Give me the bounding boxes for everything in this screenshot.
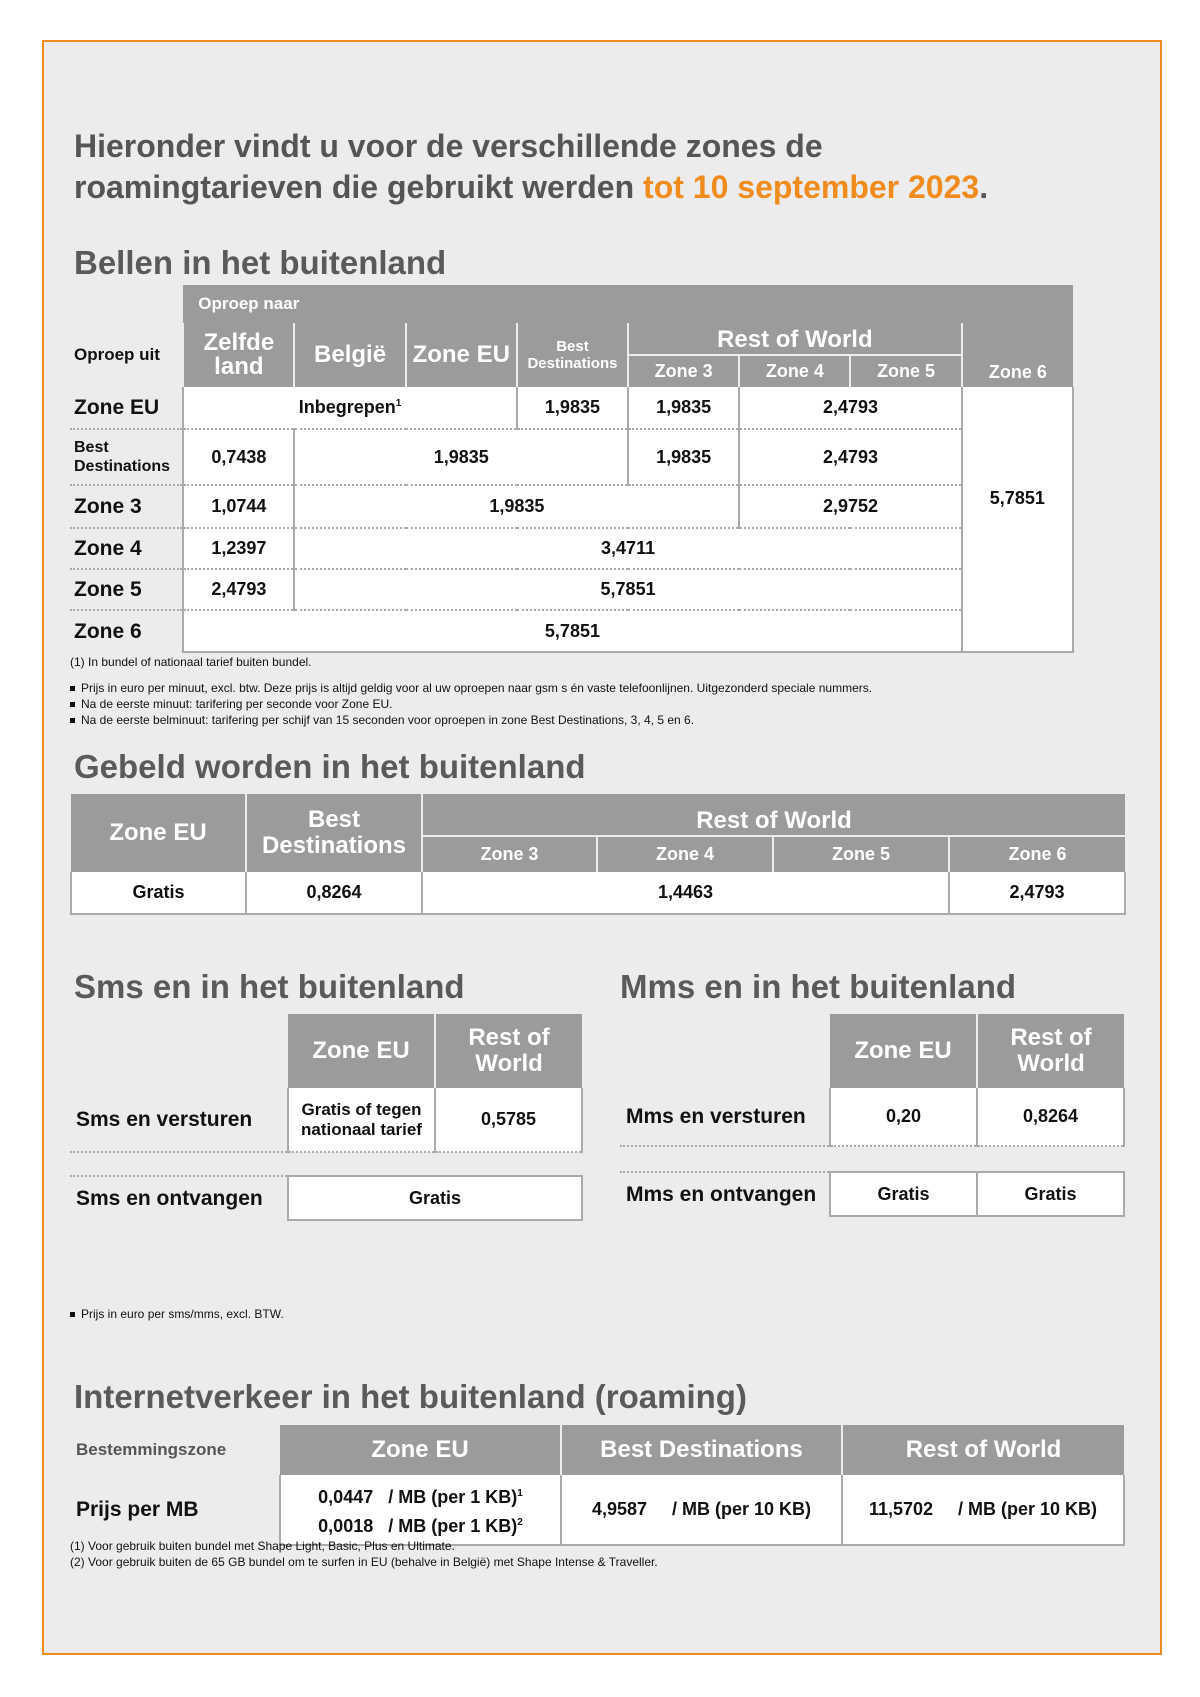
sms-row2-val: Gratis — [288, 1176, 582, 1220]
cell-zone5-zelfde: 2,4793 — [183, 569, 294, 610]
row-label-zone5: Zone 5 — [70, 569, 183, 610]
calls-footnote: (1) In bundel of nationaal tarief buiten bundel. — [70, 655, 312, 669]
mms-row2-eu: Gratis — [830, 1172, 977, 1216]
internet-table — [70, 1425, 1125, 1546]
recv-val-zone345: 1,4463 — [422, 872, 949, 914]
cell-zone4-rest: 3,4711 — [294, 528, 961, 569]
sms-title: Sms en in het buitenland — [74, 968, 465, 1005]
page-headline — [74, 126, 1074, 208]
mms-table — [620, 1014, 1125, 1217]
mms-row1-rest: 0,8264 — [977, 1088, 1124, 1146]
calls-bullet-1 — [70, 680, 1130, 696]
mms-row1-eu: 0,20 — [830, 1088, 977, 1146]
table-row — [70, 485, 1073, 528]
sms-col-zone-eu: Zone EU — [288, 1014, 435, 1088]
recv-col-zone6: Zone 6 — [949, 836, 1125, 872]
row-label-zone3: Zone 3 — [70, 485, 183, 528]
table-row — [70, 387, 1073, 429]
internet-title: Internetverkeer in het buitenland (roaming) — [74, 1378, 747, 1415]
sms-row1-label: Sms en versturen — [70, 1088, 288, 1152]
col-zone3: Zone 3 — [628, 355, 739, 387]
rest-of-world-header: Rest of World — [628, 323, 962, 355]
internet-footnotes — [70, 1538, 1130, 1570]
cell-zone3-zelfde: 1,0744 — [183, 485, 294, 528]
col-zelfde-land: Zelfde land — [183, 323, 294, 387]
prijs-per-mb-label: Prijs per MB — [76, 1498, 199, 1521]
inet-eu-line1-unit: / MB (per 1 KB) — [388, 1486, 518, 1507]
col-zone6: Zone 6 — [962, 323, 1073, 387]
row-label-zone6: Zone 6 — [74, 619, 142, 643]
cell-best-mid: 1,9835 — [294, 429, 628, 485]
inet-eu-line1-sup: 1 — [517, 1487, 523, 1499]
sms-col-rest: Rest of World — [435, 1014, 582, 1088]
sms-row1-rest: 0,5785 — [435, 1088, 582, 1152]
recv-col-zone4: Zone 4 — [597, 836, 773, 872]
internet-footnote-1: (1) Voor gebruik buiten bundel met Shape Light, Basic, Plus en Ultimate. — [70, 1539, 455, 1553]
row-label-best: Best Destinations — [70, 429, 183, 485]
calls-bullet-3 — [70, 712, 1130, 728]
sms-note — [70, 1306, 284, 1322]
table-row — [70, 1088, 582, 1152]
inet-val-rest — [842, 1475, 1124, 1545]
cell-zone6-rest: 5,7851 — [183, 610, 961, 652]
table-row — [620, 1088, 1124, 1146]
cell-zone-eu-zone45: 2,4793 — [739, 387, 961, 429]
mms-title: Mms en in het buitenland — [620, 968, 1017, 1005]
recv-val-best: 0,8264 — [246, 872, 422, 914]
row-label-zone4: Zone 4 — [70, 528, 183, 569]
oproep-naar-header: Oproep naar — [183, 285, 1073, 323]
inet-eu-line2-unit: / MB (per 1 KB) — [388, 1515, 518, 1536]
inet-rest-value: 11,5702 — [868, 1499, 934, 1519]
inet-eu-line2-sup: 2 — [517, 1516, 523, 1528]
inbegrepen-text: Inbegrepen — [298, 397, 396, 417]
calls-table — [70, 285, 1074, 653]
bullet-text: Na de eerste minuut: tarifering per seconde voor Zone EU. — [81, 697, 393, 711]
page-frame — [42, 40, 1162, 1655]
cell-best-zelfde: 0,7438 — [183, 429, 294, 485]
recv-col-zone-eu: Zone EU — [71, 794, 246, 872]
sms-note-text: Prijs in euro per sms/mms, excl. BTW. — [81, 1307, 284, 1321]
oproep-uit-label: Oproep uit — [74, 345, 160, 364]
recv-val-zone6: 2,4793 — [949, 872, 1125, 914]
received-title: Gebeld worden in het buitenland — [74, 748, 586, 785]
table-row — [70, 610, 1073, 652]
sms-row2-label: Sms en ontvangen — [76, 1186, 263, 1210]
table-row — [70, 429, 1073, 485]
inet-val-zone-eu — [280, 1475, 561, 1545]
table-row — [70, 528, 1073, 569]
cell-zone6-column: 5,7851 — [962, 387, 1073, 610]
cell-zone4-zelfde: 1,2397 — [183, 528, 294, 569]
cell-best-zone3: 1,9835 — [628, 429, 739, 485]
inet-eu-line1-value: 0,0447 — [318, 1486, 374, 1507]
inet-col-zone-eu: Zone EU — [280, 1425, 561, 1475]
inbegrepen-sup: 1 — [395, 398, 402, 409]
inet-eu-line2-value: 0,0018 — [318, 1515, 374, 1536]
cell-zone-eu-zone3: 1,9835 — [628, 387, 739, 429]
cell-zone3-mid: 1,9835 — [294, 485, 739, 528]
received-table — [70, 794, 1126, 915]
table-row — [71, 872, 1125, 914]
table-row — [620, 1172, 1124, 1216]
mms-row1-label: Mms en versturen — [620, 1088, 830, 1146]
mms-col-rest: Rest of World — [977, 1014, 1124, 1088]
sms-row1-eu: Gratis of tegen nationaal tarief — [288, 1088, 435, 1152]
inet-eu-line1 — [281, 1481, 560, 1510]
table-row — [70, 569, 1073, 610]
col-best-destinations: Best Destinations — [517, 323, 628, 387]
cell-zone5-rest: 5,7851 — [294, 569, 961, 610]
bullet-text: Prijs in euro per minuut, excl. btw. Deze prijs is altijd geldig voor al uw oproepen naar gsm s én vaste telefoonlijnen. Uitgezonderd speciale nummers. — [81, 681, 873, 695]
recv-col-best: Best Destinations — [246, 794, 422, 872]
col-belgie: België — [294, 323, 405, 387]
table-row — [70, 1475, 1124, 1545]
table-row — [70, 1176, 582, 1220]
col-zone4: Zone 4 — [739, 355, 850, 387]
cell-zone3-zone45: 2,9752 — [739, 485, 961, 528]
cell-inbegrepen — [183, 387, 517, 429]
row-label-zone-eu: Zone EU — [70, 387, 183, 429]
cell-best-zone45: 2,4793 — [739, 429, 961, 485]
inet-col-rest: Rest of World — [842, 1425, 1124, 1475]
recv-val-zone-eu: Gratis — [71, 872, 246, 914]
headline-end: . — [979, 169, 989, 205]
cell-zone6-empty — [962, 610, 1073, 652]
col-zone-eu: Zone EU — [406, 323, 517, 387]
inet-col-best: Best Destinations — [561, 1425, 842, 1475]
headline-text: Hieronder vindt u voor de verschillende zones de roamingtarieven die gebruikt werden — [74, 128, 823, 205]
inet-best-value: 4,9587 — [591, 1499, 647, 1519]
col-zone5: Zone 5 — [850, 355, 961, 387]
recv-col-zone3: Zone 3 — [422, 836, 597, 872]
inet-best-unit: / MB (per 10 KB) — [672, 1499, 812, 1519]
sms-table — [70, 1014, 583, 1221]
inet-rest-unit: / MB (per 10 KB) — [958, 1499, 1098, 1519]
mms-row2-rest: Gratis — [977, 1172, 1124, 1216]
calls-notes — [70, 654, 1130, 728]
calls-bullet-2 — [70, 696, 1130, 712]
recv-rest-of-world: Rest of World — [422, 794, 1125, 836]
inet-val-best — [561, 1475, 842, 1545]
bestemmingszone-label: Bestemmingszone — [76, 1440, 227, 1459]
calls-title: Bellen in het buitenland — [74, 244, 447, 281]
mms-row2-label: Mms en ontvangen — [626, 1182, 817, 1206]
inet-eu-line2 — [281, 1510, 560, 1539]
mms-col-zone-eu: Zone EU — [830, 1014, 977, 1088]
bullet-text: Na de eerste belminuut: tarifering per schijf van 15 seconden voor oproepen in zone Best Destinations, 3, 4, 5 en 6. — [81, 713, 695, 727]
recv-col-zone5: Zone 5 — [773, 836, 949, 872]
headline-highlight: tot 10 september 2023 — [643, 169, 980, 205]
cell-zone-eu-best: 1,9835 — [517, 387, 628, 429]
internet-footnote-2: (2) Voor gebruik buiten de 65 GB bundel om te surfen in EU (behalve in België) met Shape Intense & Traveller. — [70, 1555, 658, 1569]
